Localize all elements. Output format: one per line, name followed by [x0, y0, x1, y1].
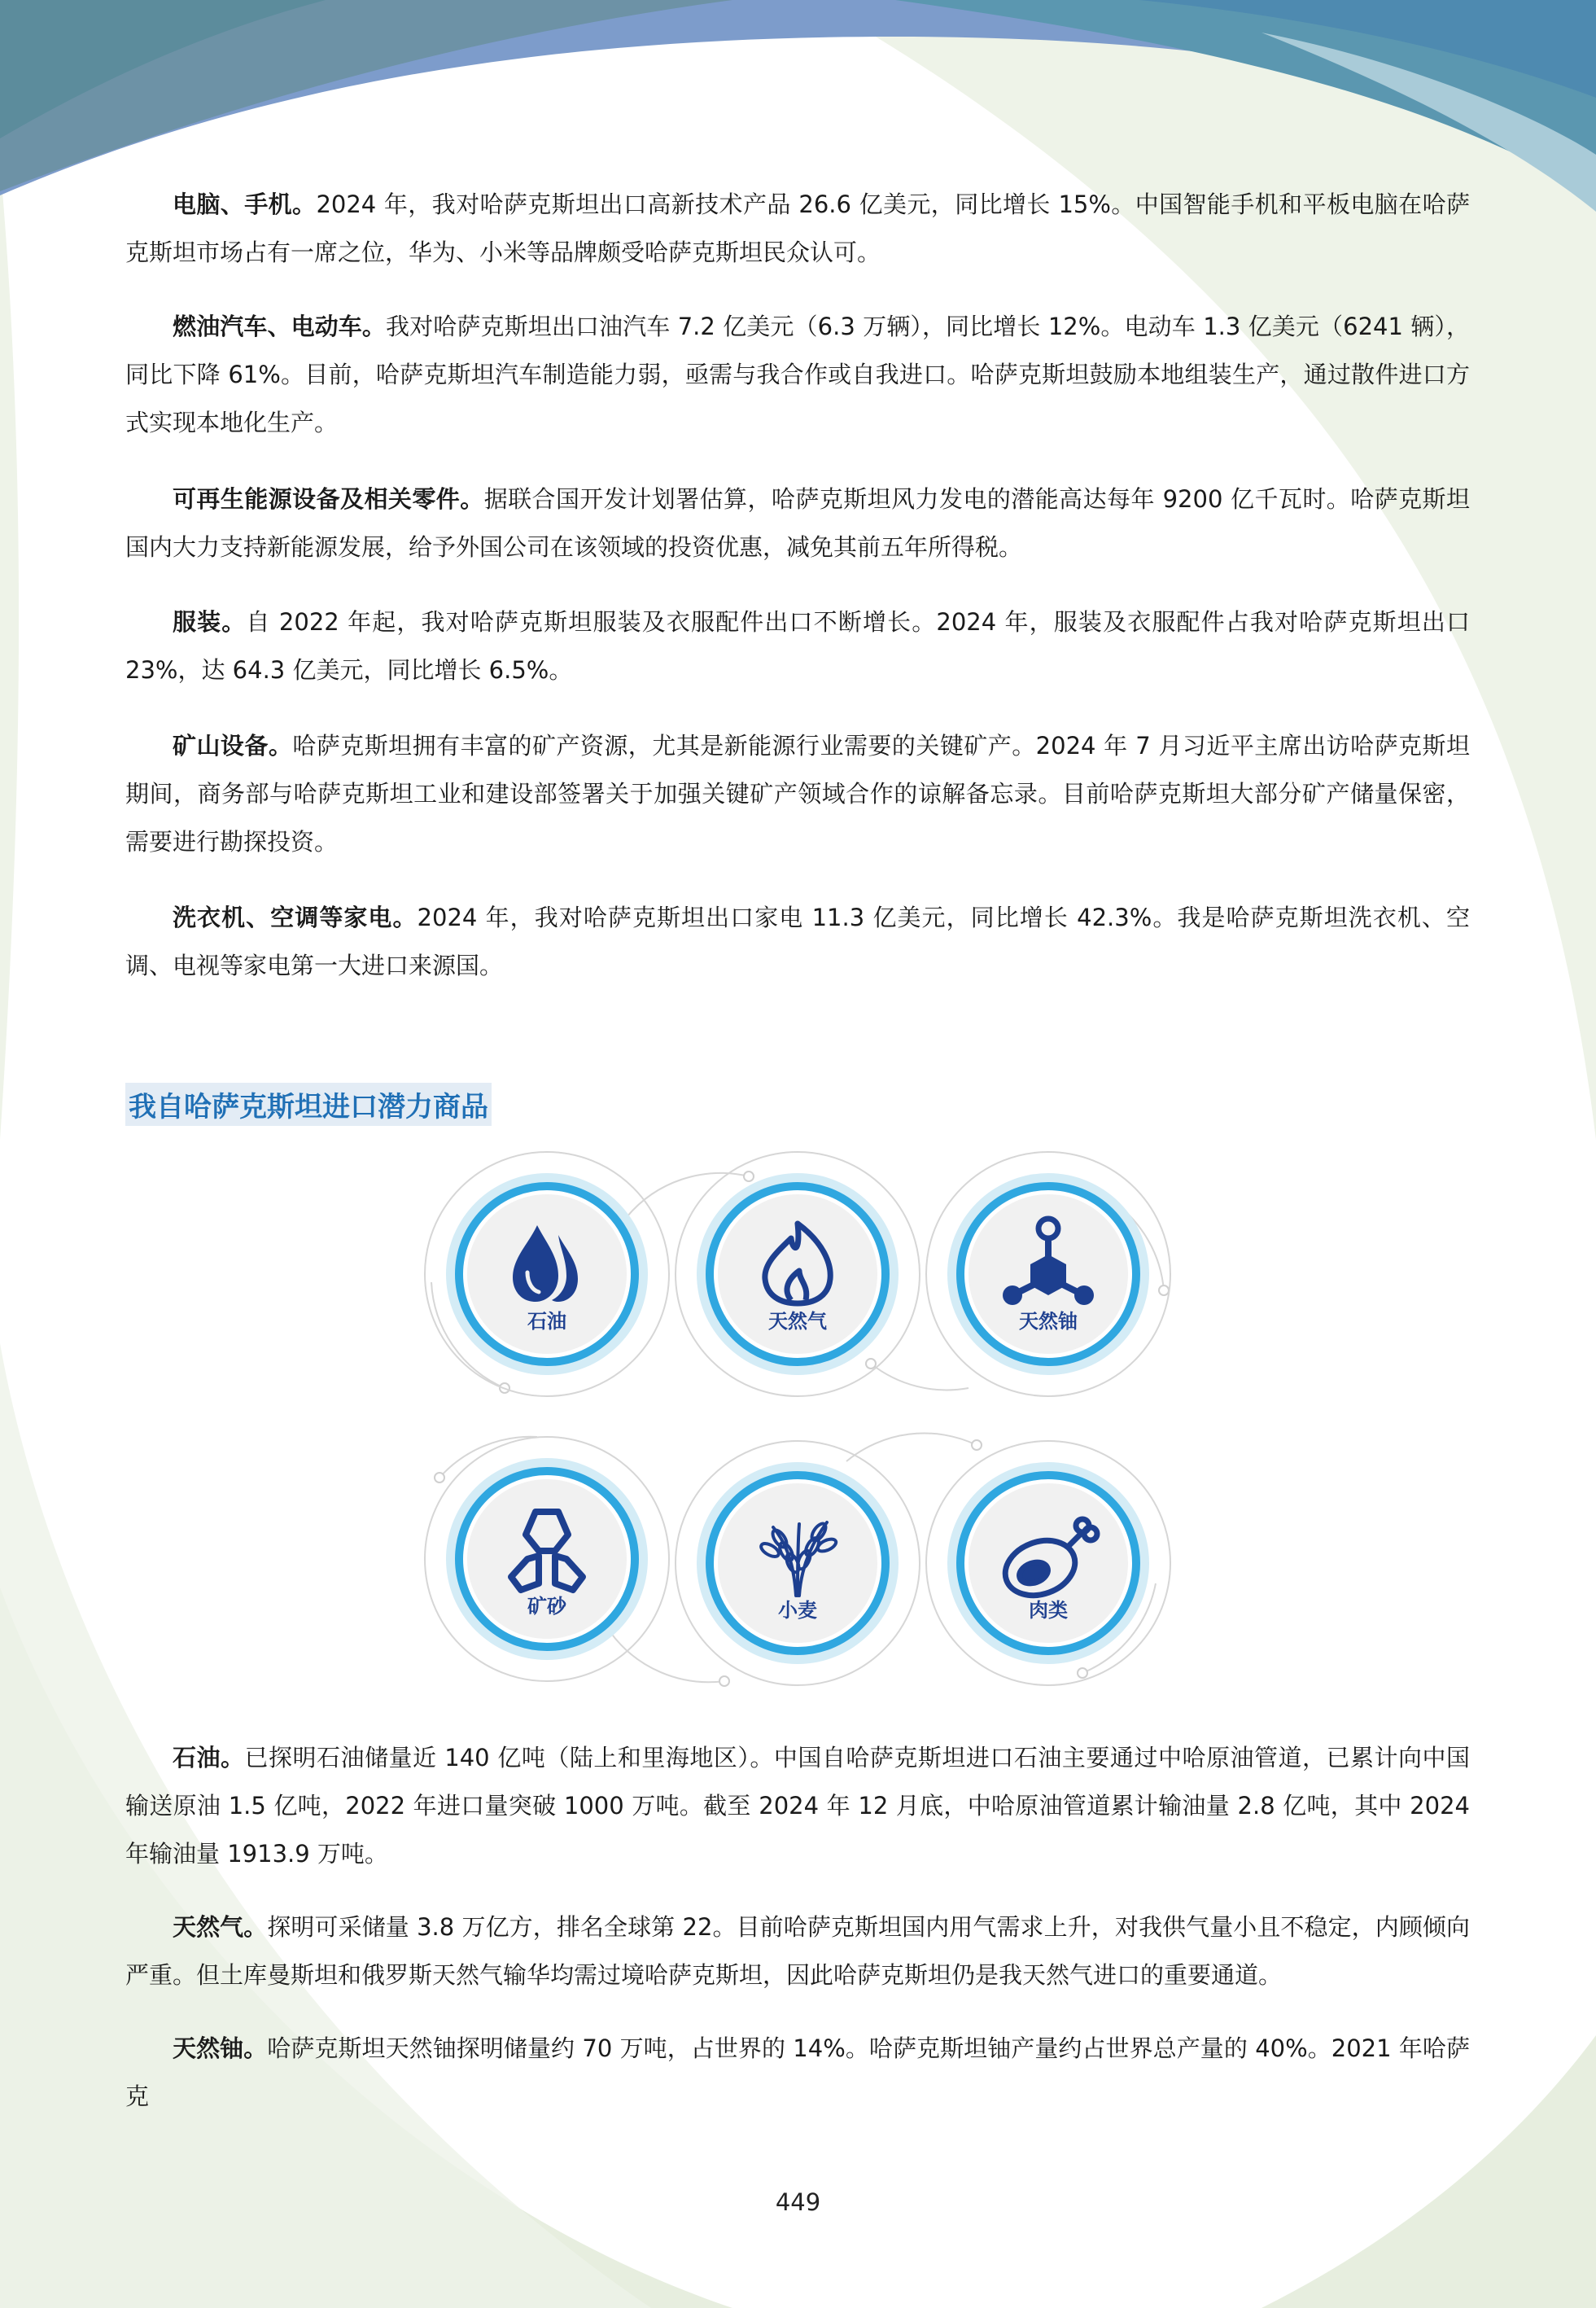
import-goods-icon-grid: [415, 1144, 1180, 1697]
paragraph-lead: 服装。: [173, 608, 247, 636]
paragraph-computers-phones: [125, 181, 1470, 277]
paragraph-text: 哈萨克斯坦拥有丰富的矿产资源，尤其是新能源行业需要的关键矿产。2024 年 7 月习近平主席出访哈萨克斯坦期间，商务部与哈萨克斯坦工业和建设部签署关于加强关键矿产领域合作的谅解备忘录。目前哈萨克斯坦大部分矿产储量保密，需要进行勘探投资。: [125, 732, 1470, 856]
paragraph-text: 2024 年，我对哈萨克斯坦出口高新技术产品 26.6 亿美元，同比增长 15%。中国智能手机和平板电脑在哈萨克斯坦市场占有一席之位，华为、小米等品牌颇受哈萨克斯坦民众认可。: [125, 191, 1470, 266]
paragraph-text: 自 2022 年起，我对哈萨克斯坦服装及衣服配件出口不断增长。2024 年，服装及衣服配件占我对哈萨克斯坦出口 23%，达 64.3 亿美元，同比增长 6.5%。: [125, 608, 1470, 684]
badge-wheat: [676, 1441, 920, 1685]
paragraph-home-appliances: [125, 894, 1470, 990]
badge-natural-gas: [676, 1152, 920, 1396]
paragraph-vehicles: [125, 303, 1470, 447]
paragraph-text: 哈萨克斯坦天然铀探明储量约 70 万吨，占世界的 14%。哈萨克斯坦铀产量约占世界总产量的 40%。2021 年哈萨克: [125, 2034, 1470, 2110]
paragraph-text: 已探明石油储量近 140 亿吨（陆上和里海地区）。中国自哈萨克斯坦进口石油主要通过中哈原油管道，已累计向中国输送原油 1.5 亿吨，2022 年进口量突破 1000 万吨。截至 2024 年 12 月底，中哈原油管道累计输油量 2.8 亿吨，其中 2024 年输油量 1913.9 万吨。: [125, 1744, 1470, 1868]
icon-label: 肉类: [1029, 1599, 1068, 1622]
paragraph-natural-gas: [125, 1903, 1470, 1999]
paragraph-lead: 天然气。: [173, 1913, 268, 1941]
paragraph-oil: [125, 1734, 1470, 1878]
badge-uranium: [926, 1152, 1170, 1396]
paragraph-lead: 电脑、手机。: [173, 191, 317, 218]
paragraph-text: 我对哈萨克斯坦出口油汽车 7.2 亿美元（6.3 万辆），同比增长 12%。电动车 1.3 亿美元（6241 辆），同比下降 61%。目前，哈萨克斯坦汽车制造能力弱，亟需与我合作或自我进口。哈萨克斯坦鼓励本地组装生产，通过散件进口方式实现本地化生产。: [125, 313, 1470, 436]
icon-label: 石油: [527, 1310, 566, 1333]
badge-meat: [926, 1441, 1170, 1685]
icon-label: 矿砂: [527, 1595, 566, 1618]
paragraph-clothing: [125, 598, 1470, 694]
paragraph-lead: 天然铀。: [173, 2034, 268, 2062]
badge-oil: [425, 1152, 669, 1396]
paragraph-lead: 矿山设备。: [173, 732, 293, 760]
page-number: 449: [775, 2188, 821, 2216]
paragraph-text: 探明可采储量 3.8 万亿方，排名全球第 22。目前哈萨克斯坦国内用气需求上升，对我供气量小且不稳定，内顾倾向严重。但土库曼斯坦和俄罗斯天然气输华均需过境哈萨克斯坦，因此哈萨克斯坦仍是我天然气进口的重要通道。: [125, 1913, 1470, 1989]
paragraph-text: 2024 年，我对哈萨克斯坦出口家电 11.3 亿美元，同比增长 42.3%。我是哈萨克斯坦洗衣机、空调、电视等家电第一大进口来源国。: [125, 904, 1470, 979]
icon-label: 天然铀: [1019, 1310, 1078, 1333]
badge-ore: [425, 1437, 669, 1681]
paragraph-uranium: [125, 2025, 1470, 2121]
paragraph-mining-equipment: [125, 722, 1470, 866]
icon-label: 小麦: [778, 1599, 817, 1622]
icon-label: 天然气: [768, 1310, 827, 1333]
paragraph-lead: 洗衣机、空调等家电。: [173, 904, 418, 931]
paragraph-renewable-energy: [125, 475, 1470, 572]
section-heading: 我自哈萨克斯坦进口潜力商品: [125, 1083, 492, 1126]
paragraph-lead: 可再生能源设备及相关零件。: [173, 485, 484, 513]
paragraph-lead: 燃油汽车、电动车。: [173, 313, 387, 340]
paragraph-lead: 石油。: [173, 1744, 245, 1772]
paragraph-text: 据联合国开发计划署估算，哈萨克斯坦风力发电的潜能高达每年 9200 亿千瓦时。哈萨克斯坦国内大力支持新能源发展，给予外国公司在该领域的投资优惠，减免其前五年所得税。: [125, 485, 1470, 561]
